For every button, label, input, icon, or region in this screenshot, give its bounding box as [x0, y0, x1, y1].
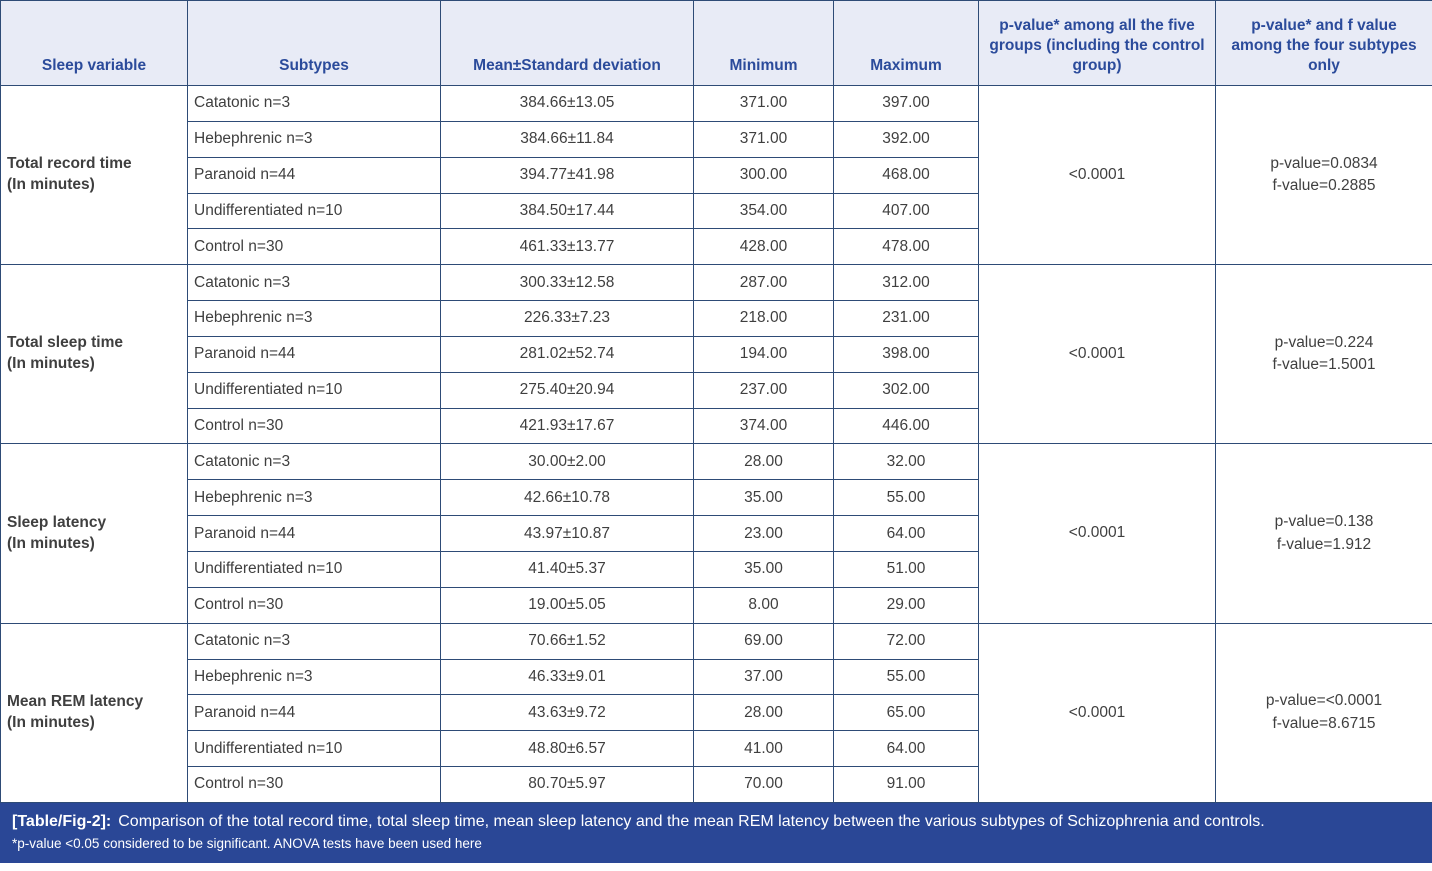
max-cell: 468.00: [834, 157, 979, 193]
mean-sd-cell: 80.70±5.97: [441, 767, 694, 803]
subtype-cell: Control n=30: [188, 408, 441, 444]
header-pvalue-all-groups: p-value* among all the five groups (including the control group): [979, 1, 1216, 86]
mean-sd-cell: 384.66±13.05: [441, 86, 694, 122]
max-cell: 91.00: [834, 767, 979, 803]
max-cell: 64.00: [834, 516, 979, 552]
table-header: [1, 1, 1432, 86]
variable-name: Total record time: [7, 154, 181, 175]
min-cell: 37.00: [694, 659, 834, 695]
max-cell: 446.00: [834, 408, 979, 444]
min-cell: 41.00: [694, 731, 834, 767]
mean-sd-cell: 48.80±6.57: [441, 731, 694, 767]
min-cell: 371.00: [694, 121, 834, 157]
mean-sd-cell: 394.77±41.98: [441, 157, 694, 193]
max-cell: 397.00: [834, 86, 979, 122]
variable-name: Mean REM latency: [7, 692, 181, 713]
subtype-cell: Paranoid n=44: [188, 157, 441, 193]
pvalue-all-cell: <0.0001: [979, 623, 1216, 802]
header-row: [1, 1, 1432, 86]
subtype-cell: Paranoid n=44: [188, 695, 441, 731]
subtype-cell: Undifferentiated n=10: [188, 731, 441, 767]
mean-sd-cell: 30.00±2.00: [441, 444, 694, 480]
variable-cell-mean-rem-latency: [1, 623, 188, 802]
max-cell: 32.00: [834, 444, 979, 480]
subtype-cell: Undifferentiated n=10: [188, 372, 441, 408]
mean-sd-cell: 281.02±52.74: [441, 336, 694, 372]
min-cell: 218.00: [694, 301, 834, 337]
variable-cell-total-sleep-time: [1, 265, 188, 444]
min-cell: 237.00: [694, 372, 834, 408]
max-cell: 231.00: [834, 301, 979, 337]
max-cell: 55.00: [834, 659, 979, 695]
mean-sd-cell: 421.93±17.67: [441, 408, 694, 444]
table-row: [1, 623, 1432, 659]
mean-sd-cell: 384.50±17.44: [441, 193, 694, 229]
caption-bar: [0, 803, 1432, 863]
min-cell: 23.00: [694, 516, 834, 552]
pvalue-four-cell: [1216, 86, 1432, 265]
min-cell: 371.00: [694, 86, 834, 122]
max-cell: 64.00: [834, 731, 979, 767]
variable-cell-total-record-time: [1, 86, 188, 265]
max-cell: 72.00: [834, 623, 979, 659]
mean-sd-cell: 384.66±11.84: [441, 121, 694, 157]
mean-sd-cell: 43.63±9.72: [441, 695, 694, 731]
table-row: [1, 444, 1432, 480]
variable-name: Total sleep time: [7, 333, 181, 354]
subtype-cell: Undifferentiated n=10: [188, 193, 441, 229]
header-minimum: Minimum: [694, 1, 834, 86]
variable-name: Sleep latency: [7, 513, 181, 534]
max-cell: 478.00: [834, 229, 979, 265]
subtype-cell: Paranoid n=44: [188, 516, 441, 552]
max-cell: 407.00: [834, 193, 979, 229]
header-sleep-variable: Sleep variable: [1, 1, 188, 86]
min-cell: 8.00: [694, 587, 834, 623]
table-row: [1, 265, 1432, 301]
subtype-cell: Hebephrenic n=3: [188, 659, 441, 695]
max-cell: 51.00: [834, 551, 979, 587]
p-value-line: p-value=0.138: [1222, 511, 1426, 533]
subtype-cell: Catatonic n=3: [188, 86, 441, 122]
pvalue-all-cell: <0.0001: [979, 86, 1216, 265]
pvalue-four-cell: [1216, 265, 1432, 444]
p-value-line: p-value=0.0834: [1222, 153, 1426, 175]
max-cell: 392.00: [834, 121, 979, 157]
min-cell: 35.00: [694, 480, 834, 516]
pvalue-all-cell: <0.0001: [979, 444, 1216, 623]
mean-sd-cell: 41.40±5.37: [441, 551, 694, 587]
f-value-line: f-value=0.2885: [1222, 175, 1426, 197]
footnote-text: *p-value <0.05 considered to be significant. ANOVA tests have been used here: [12, 835, 1420, 854]
variable-unit: (In minutes): [7, 354, 181, 375]
mean-sd-cell: 300.33±12.58: [441, 265, 694, 301]
subtype-cell: Hebephrenic n=3: [188, 121, 441, 157]
mean-sd-cell: 43.97±10.87: [441, 516, 694, 552]
header-subtypes: Subtypes: [188, 1, 441, 86]
table-row: [1, 86, 1432, 122]
max-cell: 302.00: [834, 372, 979, 408]
f-value-line: f-value=1.912: [1222, 534, 1426, 556]
p-value-line: p-value=0.224: [1222, 332, 1426, 354]
min-cell: 70.00: [694, 767, 834, 803]
mean-sd-cell: 70.66±1.52: [441, 623, 694, 659]
max-cell: 312.00: [834, 265, 979, 301]
mean-sd-cell: 226.33±7.23: [441, 301, 694, 337]
min-cell: 374.00: [694, 408, 834, 444]
subtype-cell: Paranoid n=44: [188, 336, 441, 372]
max-cell: 65.00: [834, 695, 979, 731]
subtype-cell: Hebephrenic n=3: [188, 301, 441, 337]
caption-line: [12, 811, 1420, 833]
min-cell: 35.00: [694, 551, 834, 587]
variable-unit: (In minutes): [7, 713, 181, 734]
figure-label: [Table/Fig-2]:: [12, 813, 111, 830]
table-body: [1, 86, 1432, 803]
subtype-cell: Hebephrenic n=3: [188, 480, 441, 516]
variable-cell-sleep-latency: [1, 444, 188, 623]
pvalue-all-cell: <0.0001: [979, 265, 1216, 444]
min-cell: 428.00: [694, 229, 834, 265]
subtype-cell: Control n=30: [188, 587, 441, 623]
max-cell: 29.00: [834, 587, 979, 623]
min-cell: 28.00: [694, 444, 834, 480]
pvalue-four-cell: [1216, 623, 1432, 802]
mean-sd-cell: 42.66±10.78: [441, 480, 694, 516]
min-cell: 354.00: [694, 193, 834, 229]
subtype-cell: Catatonic n=3: [188, 623, 441, 659]
min-cell: 300.00: [694, 157, 834, 193]
mean-sd-cell: 46.33±9.01: [441, 659, 694, 695]
min-cell: 194.00: [694, 336, 834, 372]
header-maximum: Maximum: [834, 1, 979, 86]
variable-unit: (In minutes): [7, 175, 181, 196]
mean-sd-cell: 275.40±20.94: [441, 372, 694, 408]
subtype-cell: Catatonic n=3: [188, 444, 441, 480]
subtype-cell: Control n=30: [188, 229, 441, 265]
subtype-cell: Undifferentiated n=10: [188, 551, 441, 587]
pvalue-four-cell: [1216, 444, 1432, 623]
mean-sd-cell: 19.00±5.05: [441, 587, 694, 623]
mean-sd-cell: 461.33±13.77: [441, 229, 694, 265]
variable-unit: (In minutes): [7, 534, 181, 555]
min-cell: 287.00: [694, 265, 834, 301]
max-cell: 398.00: [834, 336, 979, 372]
header-pvalue-four-subtypes: p-value* and f value among the four subtypes only: [1216, 1, 1432, 86]
p-value-line: p-value=<0.0001: [1222, 690, 1426, 712]
max-cell: 55.00: [834, 480, 979, 516]
min-cell: 69.00: [694, 623, 834, 659]
subtype-cell: Control n=30: [188, 767, 441, 803]
caption-text: Comparison of the total record time, total sleep time, mean sleep latency and the mean REM latency between the various subtypes of Schizophrenia and controls.: [118, 813, 1264, 830]
min-cell: 28.00: [694, 695, 834, 731]
f-value-line: f-value=1.5001: [1222, 354, 1426, 376]
f-value-line: f-value=8.6715: [1222, 713, 1426, 735]
header-mean-sd: Mean±Standard deviation: [441, 1, 694, 86]
subtype-cell: Catatonic n=3: [188, 265, 441, 301]
